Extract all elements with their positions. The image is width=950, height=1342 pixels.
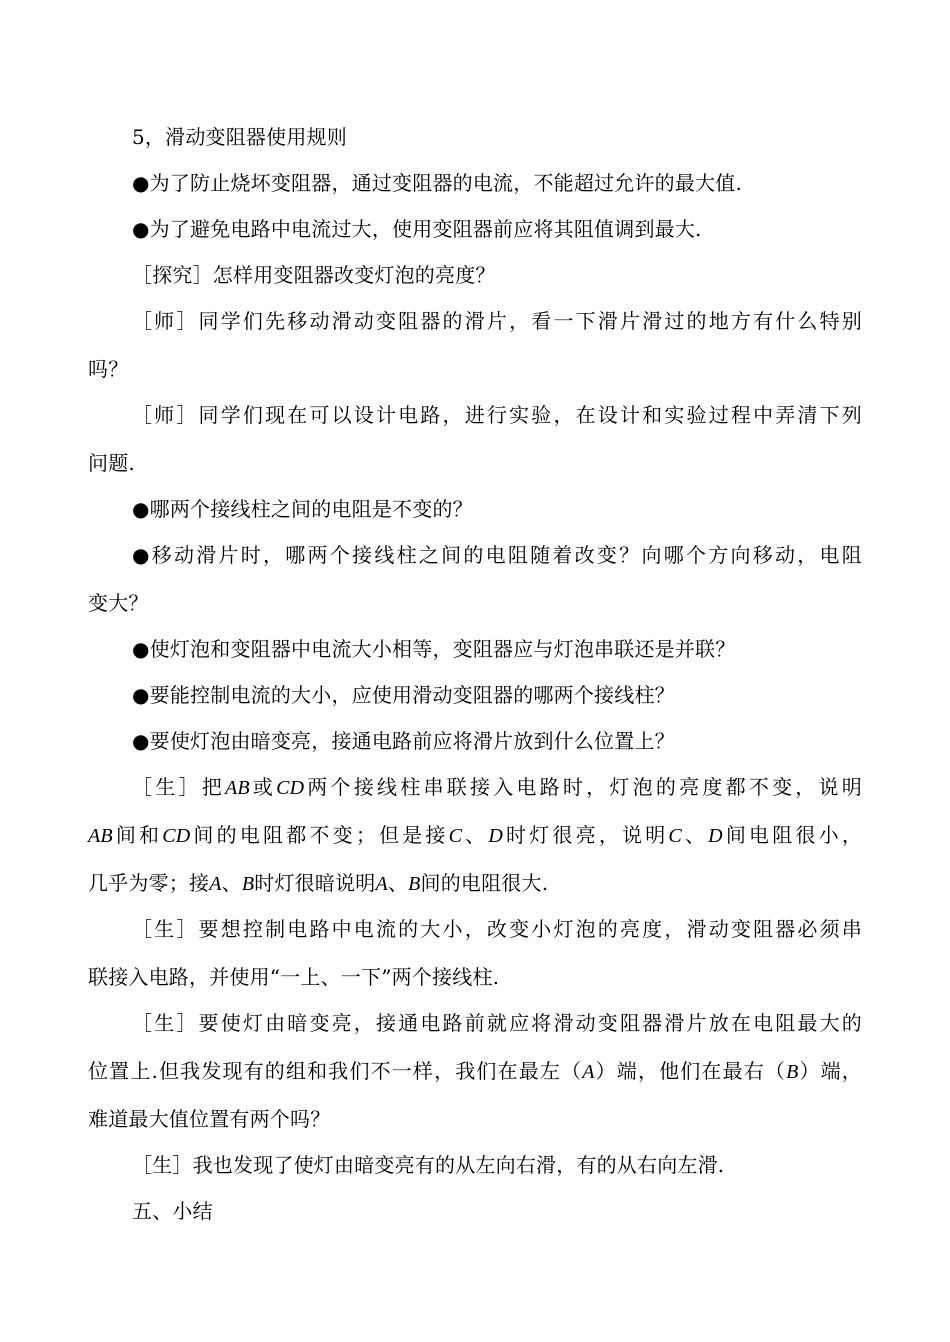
- student-paragraph-1-line-2: AB间和CD间的电阻都不变；但是接C、D时灯很亮，说明C、D间电阻很小，: [88, 823, 863, 847]
- student-paragraph-1-line-1: ［生］把AB或CD两个接线柱串联接入电路时，灯泡的亮度都不变，说明: [132, 775, 862, 799]
- question-bullet-1: ●哪两个接线柱之间的电阻是不变的？: [132, 497, 473, 521]
- student-paragraph-2-line-2: 联接入电路，并使用“一上、一下”两个接线柱.: [88, 965, 500, 989]
- question-bullet-2-line-2: 变大？: [88, 591, 149, 615]
- section-heading: 5，滑动变阻器使用规则: [132, 125, 347, 149]
- student-paragraph-2-line-1: ［生］要想控制电路中电流的大小，改变小灯泡的亮度，滑动变阻器必须串: [132, 917, 862, 941]
- student-paragraph-3-line-3: 难道最大值位置有两个吗？: [88, 1107, 331, 1131]
- teacher-paragraph-1-line-2: 吗？: [88, 357, 129, 381]
- question-bullet-3: ●使灯泡和变阻器中电流大小相等，变阻器应与灯泡串联还是并联？: [132, 637, 736, 661]
- student-paragraph-3-line-1: ［生］要使灯由暗变亮，接通电路前就应将滑动变阻器滑片放在电阻最大的: [132, 1011, 862, 1035]
- teacher-paragraph-1-line-1: ［师］同学们先移动滑动变阻器的滑片，看一下滑片滑过的地方有什么特别: [132, 309, 862, 333]
- student-paragraph-1-line-3: 几乎为零；接A、B时灯很暗说明A、B间的电阻很大.: [88, 871, 549, 895]
- question-bullet-4: ●要能控制电流的大小，应使用滑动变阻器的哪两个接线柱？: [132, 683, 675, 707]
- student-paragraph-4: ［生］我也发现了使灯由暗变亮有的从左向右滑，有的从右向左滑.: [132, 1153, 725, 1177]
- question-bullet-2-line-1: ●移动滑片时，哪两个接线柱之间的电阻随着改变？向哪个方向移动，电阻: [132, 543, 862, 567]
- rule-bullet-1: ●为了防止烧坏变阻器，通过变阻器的电流，不能超过允许的最大值.: [132, 171, 743, 195]
- teacher-paragraph-2-line-1: ［师］同学们现在可以设计电路，进行实验，在设计和实验过程中弄清下列: [132, 403, 862, 427]
- summary-heading: 五、小结: [132, 1199, 213, 1223]
- student-paragraph-3-line-2: 位置上.但我发现有的组和我们不一样，我们在最左（A）端，他们在最右（B）端，: [88, 1059, 862, 1083]
- teacher-paragraph-2-line-2: 问题.: [88, 451, 135, 475]
- explore-question: ［探究］怎样用变阻器改变灯泡的亮度？: [132, 263, 496, 287]
- rule-bullet-2: ●为了避免电路中电流过大，使用变阻器前应将其阻值调到最大.: [132, 217, 702, 241]
- question-bullet-5: ●要使灯泡由暗变亮，接通电路前应将滑片放到什么位置上？: [132, 729, 675, 753]
